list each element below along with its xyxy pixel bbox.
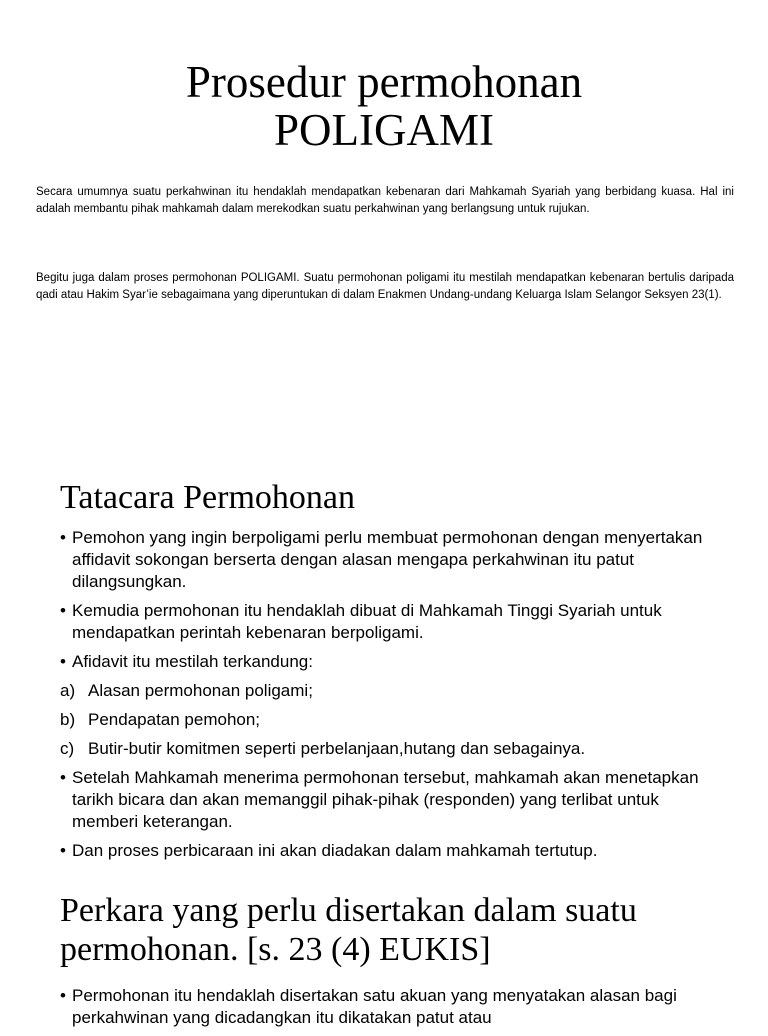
letter-marker: c) (60, 739, 75, 758)
list-item (60, 680, 720, 702)
list-item-text: Butir-butir komitmen seperti perbelanjaan,hutang dan sebagainya. (88, 739, 586, 758)
list-item (60, 709, 720, 731)
tatacara-list (60, 527, 720, 869)
bullet-marker: • (60, 986, 66, 1005)
list-item-text: Permohonan itu hendaklah disertakan satu akuan yang menyatakan alasan bagi perkahwinan yang dicadangkan itu dikatakan patut atau (72, 986, 677, 1027)
list-item (60, 840, 720, 862)
intro-paragraph-2 (36, 270, 734, 304)
list-item-text: Pendapatan pemohon; (88, 710, 261, 729)
letter-marker: a) (60, 681, 76, 700)
list-item (60, 767, 720, 833)
document-title (0, 58, 768, 154)
list-item-text: Afidavit itu mestilah terkandung: (72, 652, 313, 671)
section-heading-perkara: Perkara yang perlu disertakan dalam suatu permohonan. [s. 23 (4) EUKIS] (60, 892, 637, 968)
bullet-marker: • (60, 528, 66, 547)
list-item-text: Setelah Mahkamah menerima permohonan tersebut, mahkamah akan menetapkan tarikh bicara dan akan memanggil pihak-pihak (responden) yang terlibat untuk memberi keterangan. (72, 768, 699, 831)
perkara-list (60, 985, 720, 1036)
letter-marker: b) (60, 710, 76, 729)
list-item-text: Alasan permohonan poligami; (88, 681, 313, 700)
list-item (60, 738, 720, 760)
list-item (60, 527, 720, 593)
list-item-text: Dan proses perbicaraan ini akan diadakan dalam mahkamah tertutup. (72, 841, 598, 860)
intro-paragraph-1 (36, 184, 734, 218)
list-item (60, 600, 720, 644)
list-item-text: Pemohon yang ingin berpoligami perlu membuat permohonan dengan menyertakan affidavit sokongan berserta dengan alasan mengapa perkahwinan itu patut dilangsungkan. (72, 528, 703, 591)
intro-paragraph-1-text: Secara umumnya suatu perkahwinan itu hendaklah mendapatkan kebenaran dari Mahkamah Syariah yang berbidang kuasa. Hal ini adalah membantu pihak mahkamah dalam merekodkan suatu perkahwinan yang berlangsung untuk rujukan. (36, 186, 734, 215)
list-item (60, 985, 720, 1029)
bullet-marker: • (60, 768, 66, 787)
section-heading-tatacara: Tatacara Permohonan (60, 479, 355, 516)
list-item-text: Kemudia permohonan itu hendaklah dibuat di Mahkamah Tinggi Syariah untuk mendapatkan perintah kebenaran berpoligami. (72, 601, 662, 642)
bullet-marker: • (60, 652, 66, 671)
title-line-2: POLIGAMI (274, 105, 494, 155)
title-line-1: Prosedur permohonan (185, 57, 583, 107)
intro-paragraph-2-text: Begitu juga dalam proses permohonan POLIGAMI. Suatu permohonan poligami itu mestilah mendapatkan kebenaran bertulis daripada qadi atau Hakim Syar’ie sebagaimana yang diperuntukan di dalam Enakmen Undang-undang Keluarga Islam Selangor Seksyen 23(1). (36, 272, 734, 301)
list-item (60, 651, 720, 673)
bullet-marker: • (60, 601, 66, 620)
bullet-marker: • (60, 841, 66, 860)
